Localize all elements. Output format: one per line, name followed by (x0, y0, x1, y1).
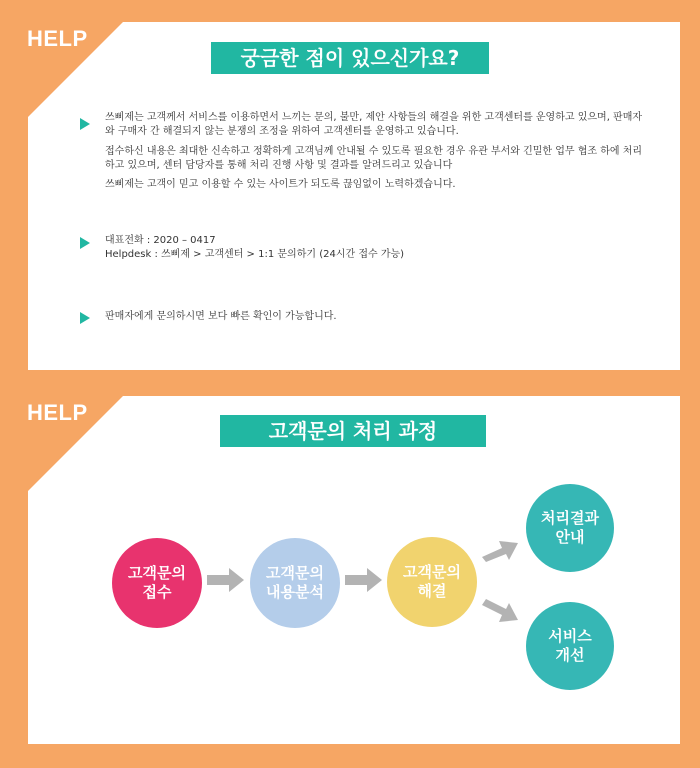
seller-note: 판매자에게 문의하시면 보다 빠른 확인이 가능합니다. (105, 311, 337, 322)
step-receive: 고객문의 접수 (112, 538, 202, 628)
step-improve-service: 서비스 개선 (526, 602, 614, 690)
helpdesk-path: Helpdesk : 쓰삐제 > 고객센터 > 1:1 문의하기 (24시간 접수 가능) (105, 249, 405, 260)
commitment-paragraph: 쓰삐제는 고객이 믿고 이용할 수 있는 사이트가 되도록 끊임없이 노력하겠습니다. (105, 179, 456, 190)
arrow-down-right-icon (480, 598, 520, 630)
process-paragraph: 접수하신 내용은 최대한 신속하고 정확하게 고객님께 안내될 수 있도록 필요한 경우 유관 부서와 긴밀한 업무 협조 하에 처리하고 있으며, 센터 담당자를 통해 처리 진행 사항 및 결과를 알려드리고 있습니다 (105, 146, 643, 171)
faq-title: 궁금한 점이 있으신가요? (211, 42, 489, 74)
arrow-right-icon (207, 567, 245, 593)
step-notify-result: 처리결과 안내 (526, 484, 614, 572)
help-label: HELP (27, 26, 88, 51)
step-analyze: 고객문의 내용분석 (250, 538, 340, 628)
process-title: 고객문의 처리 과정 (220, 415, 486, 447)
arrow-right-icon (345, 567, 383, 593)
bullet-triangle-icon (80, 118, 90, 130)
step-resolve: 고객문의 해결 (387, 537, 477, 627)
phone-number: 대표전화 : 2020 – 0417 (105, 235, 216, 246)
bullet-triangle-icon (80, 312, 90, 324)
intro-paragraph: 쓰삐제는 고객께서 서비스를 이용하면서 느끼는 문의, 불만, 제안 사항들의 해결을 위한 고객센터를 운영하고 있으며, 판매자와 구매자 간 해결되지 않는 분쟁의 조정을 위하여 고객센터를 운영하고 있습니다. (105, 112, 643, 137)
arrow-up-right-icon (480, 533, 520, 563)
help-label: HELP (27, 400, 88, 425)
bullet-triangle-icon (80, 237, 90, 249)
